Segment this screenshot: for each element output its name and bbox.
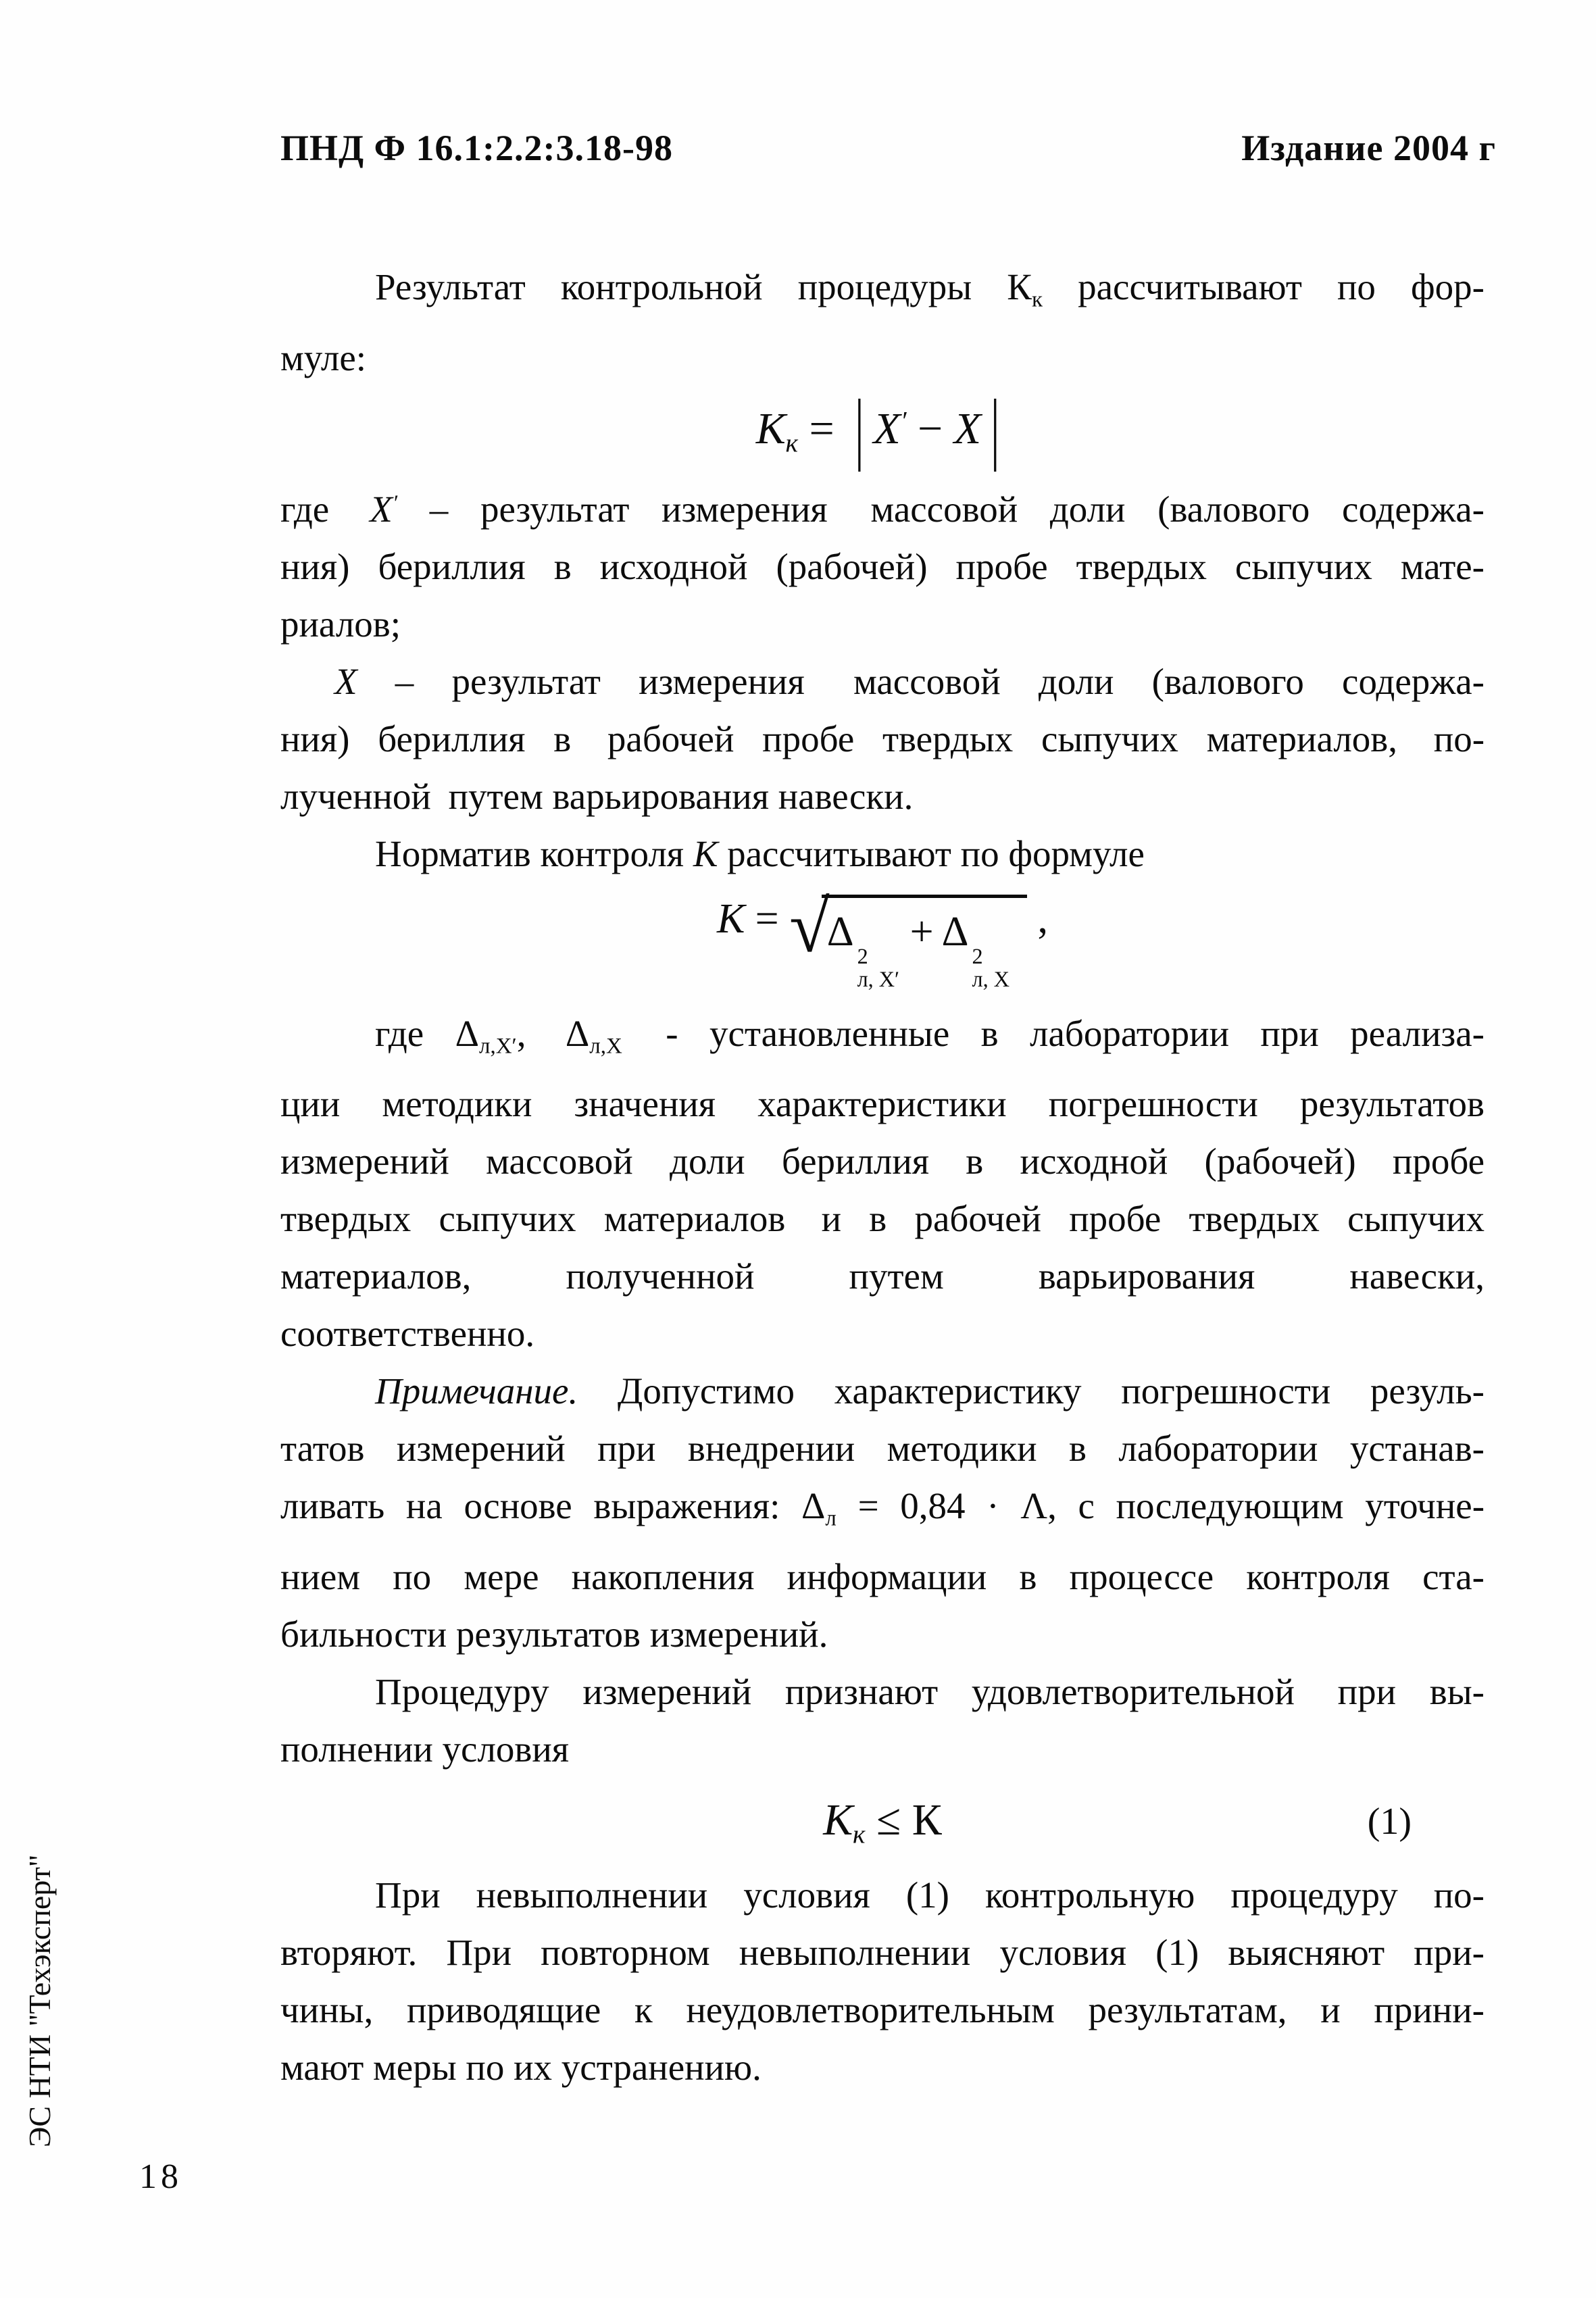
text-line [280,1924,1485,1981]
document-code: ПНД Ф 16.1:2.2:3.18-98 [280,128,673,168]
sub-sup-stack [857,945,900,991]
text-line [280,1548,1485,1605]
text-segment: материалов, полученной путем варьирования навески, [280,1255,1485,1297]
text-line [280,329,1485,386]
equation-number: (1) [1367,1801,1412,1843]
text-segment: К [823,1795,853,1845]
formula-body [716,886,1049,991]
text-segment: лученной [280,775,431,817]
text-segment: к [785,428,799,458]
text-segment: , [1027,895,1049,942]
text-segment: – результат измерения [357,660,805,702]
text-segment: X [873,403,901,453]
text-segment: массовой доли (валового содержа- [815,660,1485,702]
text-line [280,2039,1485,2096]
abs-bar-icon: | [855,383,864,473]
text-segment: ≤ [865,1795,912,1845]
formula [280,886,1485,994]
spacer [828,521,839,522]
text-segment: - установленные в лаборатории при реализа- [634,1012,1485,1054]
text-segment: вторяют. При повторном невыполнении условия (1) выясняют при- [280,1931,1485,1973]
text-line [280,710,1485,768]
text-segment: Δ [455,1012,479,1054]
text-segment: При невыполнении условия (1) контрольную процедуру по- [375,1874,1485,1916]
text-segment: , [516,1012,557,1054]
text-segment: и в рабочей пробе твердых сыпучих [793,1198,1485,1240]
text-segment: л,X′ [478,1034,517,1059]
text-segment: татов измерений при внедрении методики в лаборатории устанав- [280,1428,1485,1470]
text-segment: рассчитывают по фор- [1043,266,1485,307]
text-segment: = [745,895,790,942]
document-body [280,258,1485,2096]
text-segment: ния) бериллия в исходной (рабочей) пробе твердых сыпучих мате- [280,545,1485,587]
text-segment: Δ [941,908,969,955]
text-line [280,1362,1485,1420]
edition-label: Издание 2004 г [1241,128,1496,168]
text-segment: – результат измерения [397,488,828,530]
spacer [1295,1703,1304,1704]
text-segment: л,X [589,1034,622,1059]
text-line [280,1477,1485,1548]
text-segment: К [716,895,745,942]
spacer [785,1230,793,1231]
text-segment: ливать на основе выражения: Δ [280,1485,826,1527]
text-segment: X [334,660,357,702]
paragraph [280,825,1485,882]
text-line [280,1005,1485,1076]
radical-icon: √ [789,886,830,968]
text-segment: Процедуру измерений признают удовлетворительной [375,1670,1295,1712]
paragraph [280,1005,1485,1363]
paragraph [280,1362,1485,1663]
text-segment: Δ [565,1012,590,1054]
text-segment: муле: [280,336,367,378]
text-segment: ния) бериллия в [280,718,572,759]
vertical-watermark: ЭС НТИ "Техэксперт" [22,1854,57,2147]
text-line [280,1720,1485,1778]
text-line [280,1247,1485,1305]
text-segment: Допустимо характеристику погрешности резуль- [578,1370,1485,1412]
spacer [622,1045,634,1046]
text-line [280,538,1485,595]
text-segment: полнении условия [280,1728,570,1770]
text-segment: к [853,1819,866,1849]
text-segment: = [798,403,846,453]
radicand [822,895,1027,994]
formula-body [755,383,1009,473]
text-segment: Δ [826,908,854,955]
formula [280,383,1485,473]
text-segment: при вы- [1303,1670,1485,1712]
text-segment: рабочей пробе твердых сыпучих материалов, [579,718,1398,759]
text-segment: К [912,1795,942,1845]
spacer [805,693,816,694]
text-line [280,653,1485,710]
sqrt-radical [789,886,1027,994]
text-segment: К [755,403,786,453]
spacer [557,1045,566,1046]
stack-subscript: л, X [972,966,1010,991]
stack-subscript: л, X′ [857,966,900,991]
stack-superscript: 2 [857,943,868,968]
text-line [280,1190,1485,1247]
text-line [280,1605,1485,1663]
text-segment: где [375,1012,455,1054]
text-line [280,1305,1485,1362]
text-line [280,825,1485,882]
text-segment: Норматив контроля [375,832,693,874]
text-line [280,1981,1485,2039]
text-segment: ′ [392,491,398,516]
text-segment: по- [1405,718,1485,759]
text-line [280,1132,1485,1190]
text-line [280,595,1485,653]
text-segment: ′ [900,405,907,435]
paragraph [280,475,1485,653]
text-segment: Примечание. [375,1370,578,1412]
stack-superscript: 2 [972,943,983,968]
text-segment: + [899,908,942,955]
text-segment: мают меры по их устранению. [280,2046,762,2088]
paragraph [280,258,1485,386]
page-header [280,127,1496,169]
text-line [280,1866,1485,1924]
paragraph [280,1663,1485,1778]
text-segment: где [280,488,330,530]
spacer [329,521,370,522]
text-segment: рассчитывают по формуле [718,832,1145,874]
formula [280,1793,1485,1851]
text-segment: − [906,403,954,453]
text-segment: соответственно. [280,1313,535,1355]
text-segment: X [370,488,393,530]
text-segment: X [953,403,982,453]
text-line [280,1663,1485,1720]
text-segment: путем варьирования навески. [439,775,914,817]
text-segment: л [825,1506,837,1531]
text-line [280,475,1485,538]
paragraph [280,1866,1485,2096]
text-segment: нием по мере накопления информации в процессе контроля ста- [280,1555,1485,1597]
text-segment: чины, приводящие к неудовлетворительным результатам, и прини- [280,1989,1485,2030]
text-segment: к [1031,287,1043,312]
text-segment: Результат контрольной процедуры К [375,266,1032,307]
paragraph [280,653,1485,825]
text-line [280,1420,1485,1477]
text-segment: измерений массовой доли бериллия в исходной (рабочей) пробе [280,1141,1485,1182]
sub-sup-stack [972,945,1009,991]
text-segment: бильности результатов измерений. [280,1613,828,1655]
spacer [431,808,439,809]
text-segment: риалов; [280,603,401,645]
formula-body [823,1795,942,1849]
text-segment: = 0,84 · Λ, с последующим уточне- [836,1485,1485,1527]
text-line [280,768,1485,825]
text-segment: К [693,832,718,874]
text-segment: твердых сыпучих материалов [280,1198,786,1240]
abs-bar-icon: | [991,383,1000,473]
text-segment: массовой доли (валового содержа- [838,488,1485,530]
text-line [280,258,1485,329]
text-segment: ции методики значения характеристики погрешности результатов [280,1083,1485,1125]
text-line [280,1075,1485,1132]
page-number: 18 [139,2157,182,2196]
